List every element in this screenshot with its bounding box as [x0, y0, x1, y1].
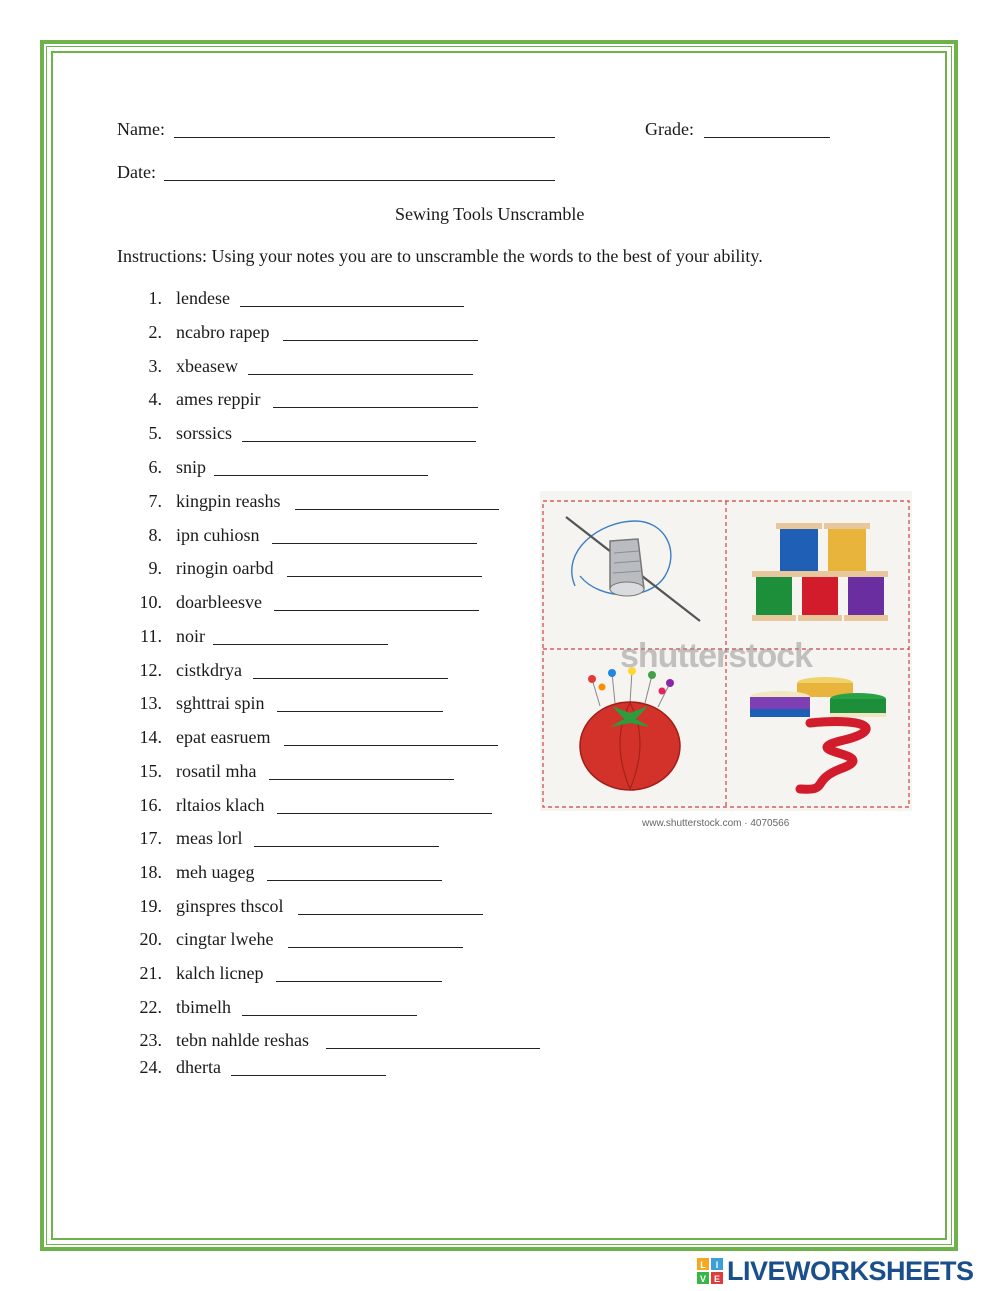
item-number: 9.: [148, 558, 162, 578]
answer-line[interactable]: [248, 374, 473, 375]
answer-line[interactable]: [283, 340, 478, 341]
item-number: 8.: [148, 525, 162, 545]
item-number: 12.: [139, 660, 162, 680]
svg-text:E: E: [713, 1274, 721, 1284]
answer-line[interactable]: [277, 711, 443, 712]
thread-spools-icon: [752, 523, 888, 621]
item-number: 19.: [139, 896, 162, 916]
liveworksheets-logo-text: LIVEWORKSHEETS: [727, 1255, 974, 1286]
item-number: 14.: [139, 727, 162, 747]
svg-text:I: I: [715, 1260, 719, 1270]
answer-line[interactable]: [267, 880, 442, 881]
answer-line[interactable]: [213, 644, 388, 645]
item-number: 10.: [139, 592, 162, 612]
scrambled-word: rinogin oarbd: [176, 558, 274, 578]
item-number: 22.: [139, 997, 162, 1017]
scrambled-word: cingtar lwehe: [176, 929, 274, 949]
item-number: 13.: [139, 693, 162, 713]
pin-cushion-icon: [580, 667, 680, 790]
answer-line[interactable]: [254, 846, 439, 847]
svg-text:V: V: [699, 1274, 707, 1284]
item-number: 6.: [148, 457, 162, 477]
item-number: 21.: [139, 963, 162, 983]
answer-line[interactable]: [288, 947, 463, 948]
grade-answer-line[interactable]: [704, 137, 830, 138]
scrambled-word: ames reppir: [176, 389, 261, 409]
scrambled-word: sorssics: [176, 423, 233, 443]
answer-line[interactable]: [287, 576, 482, 577]
item-number: 16.: [139, 795, 162, 815]
date-label: Date:: [117, 162, 156, 182]
scrambled-word: tbimelh: [176, 997, 231, 1017]
scrambled-word: dherta: [176, 1057, 221, 1077]
scrambled-word: doarbleesve: [176, 592, 262, 612]
scrambled-word: kalch licnep: [176, 963, 264, 983]
scrambled-word: meh uageg: [176, 862, 255, 882]
item-number: 15.: [139, 761, 162, 781]
scrambled-word: snip: [176, 457, 207, 477]
svg-text:L: L: [700, 1260, 706, 1270]
item-number: 18.: [139, 862, 162, 882]
answer-line[interactable]: [295, 509, 499, 510]
instructions: Instructions: Using your notes you are to unscramble the words to the best of your ability.: [117, 246, 763, 266]
answer-line[interactable]: [276, 981, 442, 982]
answer-line[interactable]: [274, 610, 479, 611]
liveworksheets-logo[interactable]: [697, 1257, 974, 1285]
needle-thimble-icon: [566, 517, 700, 621]
answer-line[interactable]: [242, 441, 476, 442]
scrambled-word: meas lorl: [176, 828, 243, 848]
answer-line[interactable]: [214, 475, 428, 476]
answer-line[interactable]: [326, 1048, 540, 1049]
answer-line[interactable]: [272, 543, 477, 544]
scrambled-word: rosatil mha: [176, 761, 257, 781]
answer-line[interactable]: [298, 914, 483, 915]
scrambled-word: ipn cuhiosn: [176, 525, 260, 545]
item-number: 5.: [148, 423, 162, 443]
answer-line[interactable]: [277, 813, 492, 814]
scrambled-word: rltaios klach: [176, 795, 265, 815]
item-number: 17.: [139, 828, 162, 848]
name-answer-line[interactable]: [174, 137, 555, 138]
scrambled-word: lendese: [176, 288, 230, 308]
item-number: 4.: [148, 389, 162, 409]
scrambled-word: noir: [176, 626, 205, 646]
answer-line[interactable]: [231, 1075, 386, 1076]
item-number: 11.: [140, 626, 162, 646]
scrambled-word: ginspres thscol: [176, 896, 284, 916]
answer-line[interactable]: [240, 306, 464, 307]
image-caption: www.shutterstock.com · 4070566: [642, 818, 790, 829]
scrambled-word: cistkdrya: [176, 660, 242, 680]
scrambled-word: tebn nahlde reshas: [176, 1030, 309, 1050]
worksheet-title: Sewing Tools Unscramble: [395, 204, 585, 224]
answer-line[interactable]: [242, 1015, 417, 1016]
answer-line[interactable]: [253, 678, 448, 679]
name-label: Name:: [117, 119, 165, 139]
scrambled-word: kingpin reashs: [176, 491, 281, 511]
item-number: 23.: [139, 1030, 162, 1050]
stock-watermark: shutterstock: [620, 637, 813, 675]
item-number: 24.: [139, 1057, 162, 1077]
item-number: 3.: [148, 356, 162, 376]
scrambled-word: epat easruem: [176, 727, 271, 747]
liveworksheets-logo-icon: [697, 1258, 723, 1284]
scrambled-word: xbeasew: [176, 356, 238, 376]
item-number: 2.: [148, 322, 162, 342]
answer-line[interactable]: [284, 745, 498, 746]
item-number: 20.: [139, 929, 162, 949]
answer-line[interactable]: [269, 779, 454, 780]
scrambled-word: sghttrai spin: [176, 693, 265, 713]
item-number: 1.: [148, 288, 162, 308]
scrambled-word: ncabro rapep: [176, 322, 270, 342]
ribbon-spools-icon: [750, 677, 886, 789]
date-answer-line[interactable]: [164, 180, 555, 181]
answer-line[interactable]: [273, 407, 478, 408]
grade-label: Grade:: [645, 119, 694, 139]
item-number: 7.: [148, 491, 162, 511]
